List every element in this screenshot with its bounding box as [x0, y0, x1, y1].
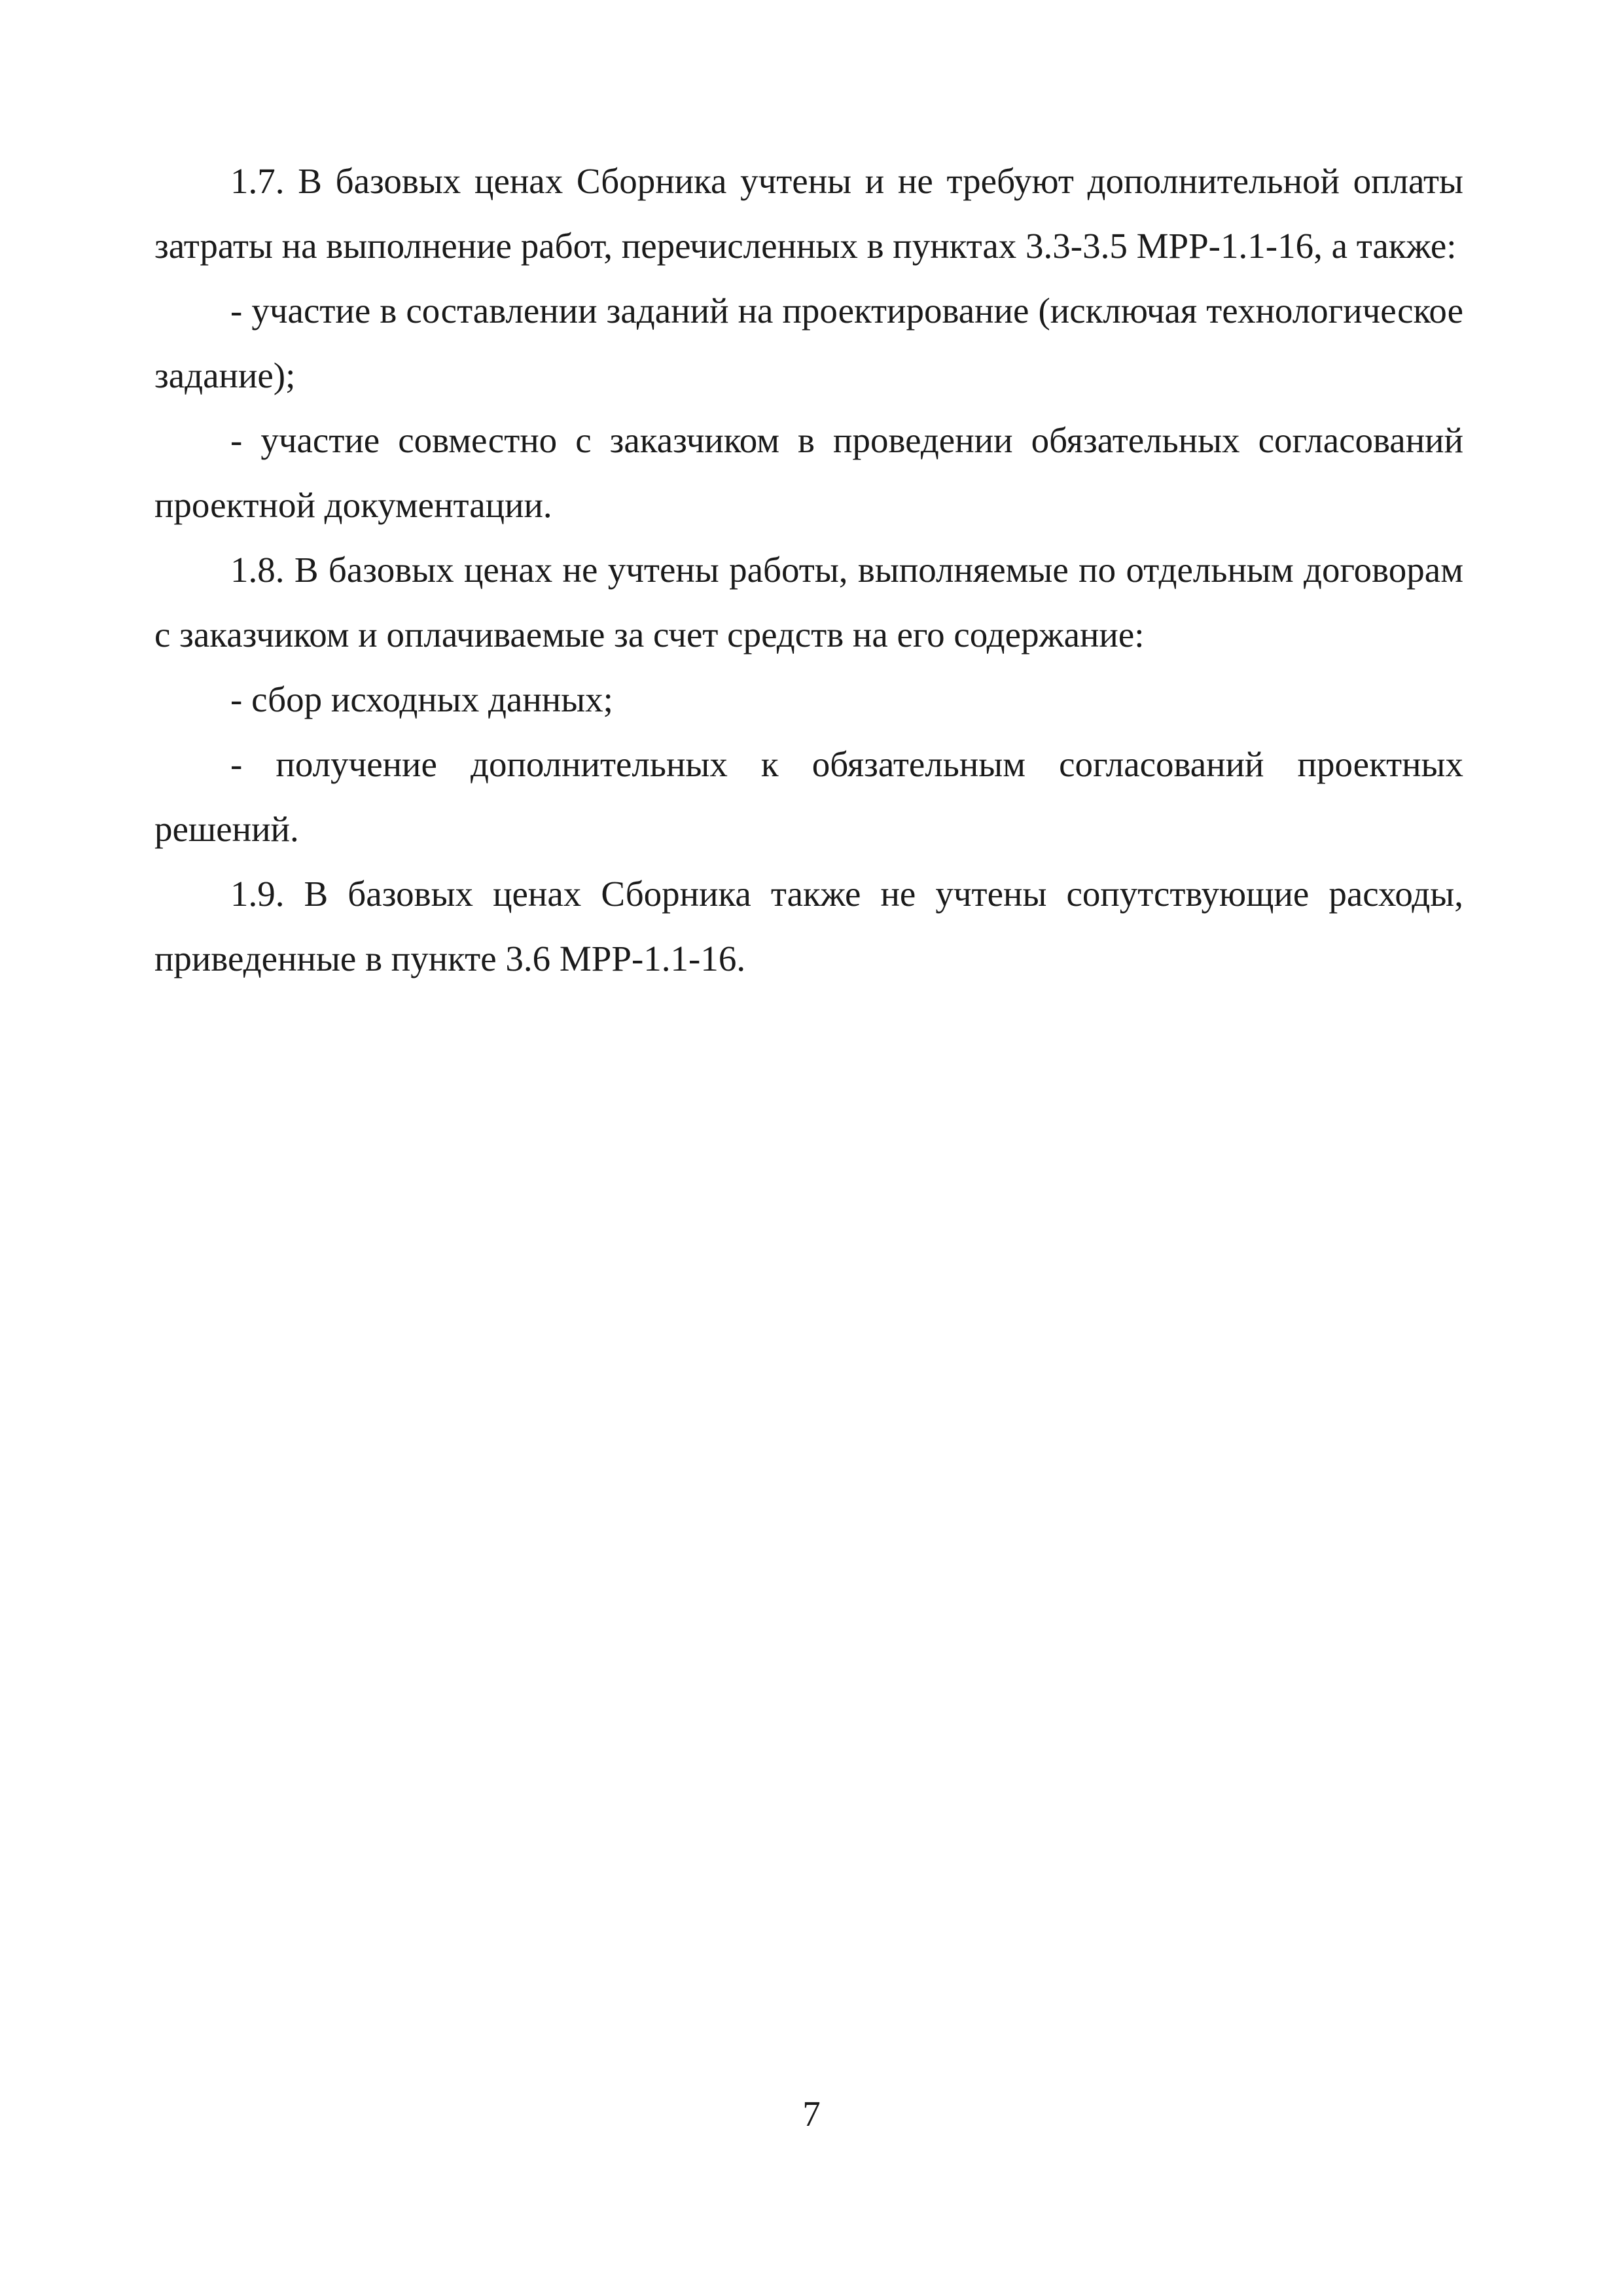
paragraph-1-8: 1.8. В базовых ценах не учтены работы, выполняемые по отдельным договорам с заказчиком и оплачиваемые за счет средств на его содержание:: [154, 550, 1463, 655]
list-item-approvals-participation: - участие совместно с заказчиком в проведении обязательных согласований проектной документации.: [154, 420, 1463, 525]
paragraph-1-9: 1.9. В базовых ценах Сборника также не учтены сопутствующие расходы, приведенные в пункте 3.6 МРР-1.1-16.: [154, 874, 1463, 978]
document-body: [154, 149, 1463, 991]
list-item-tasks-participation: - участие в составлении заданий на проектирование (исключая технологическое задание);: [154, 291, 1463, 395]
list-item-source-data: - сбор исходных данных;: [230, 679, 613, 719]
page-number: 7: [802, 2094, 821, 2134]
list-item-additional-approvals: - получение дополнительных к обязательным согласований проектных решений.: [154, 744, 1463, 849]
paragraph-1-7: 1.7. В базовых ценах Сборника учтены и не требуют дополнительной оплаты затраты на выполнение работ, перечисленных в пунктах 3.3-3.5 МРР-1.1-16, а также:: [154, 161, 1463, 266]
